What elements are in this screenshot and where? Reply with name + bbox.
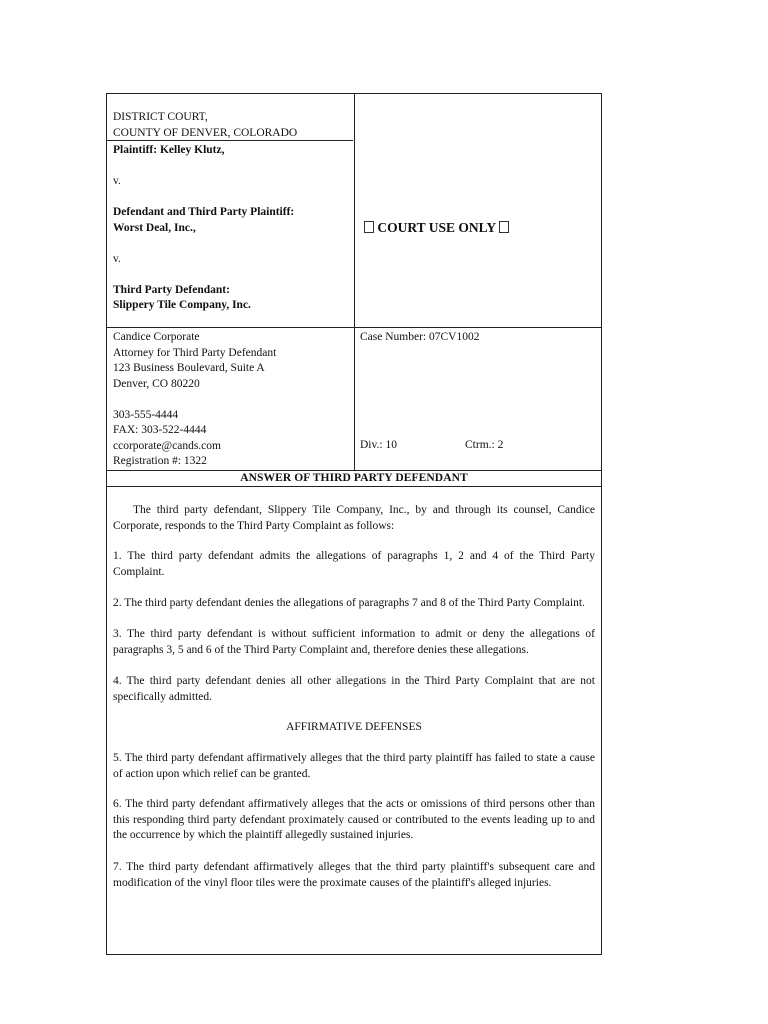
defendant-role: Defendant and Third Party Plaintiff:	[113, 206, 295, 218]
defense-5: 5. The third party defendant affirmatively alleges that the third party plaintiff has failed to state a cause of action upon which relief can be granted.	[113, 752, 595, 780]
versus-2: v.	[113, 252, 121, 265]
court-use-only-label: COURT USE ONLY	[377, 220, 496, 235]
attorney-address-2: Denver, CO 80220	[113, 377, 200, 390]
case-number: Case Number: 07CV1002	[360, 331, 480, 343]
title-rule-top	[107, 470, 601, 471]
defendant-name: Worst Deal, Inc.,	[113, 221, 196, 234]
attorney-registration: Registration #: 1322	[113, 455, 207, 467]
defense-7: 7. The third party defendant affirmatively alleges that the third party plaintiff's subsequent care and modification of the vinyl floor tiles were the proximate causes of the plaintiff's alleged injuries.	[113, 861, 595, 889]
defense-6: 6. The third party defendant affirmatively alleges that the acts or omissions of third persons other than this responding third party defendant proximately caused or contributed to the events leading up to and the occurrence by which the plaintiff allegedly sustained injuries.	[113, 798, 595, 841]
attorney-fax: FAX: 303-522-4444	[113, 424, 207, 436]
court-line-2: COUNTY OF DENVER, COLORADO	[113, 126, 298, 139]
attorney-email: ccorporate@cands.com	[113, 439, 221, 452]
plaintiff-line: Plaintiff: Kelley Klutz,	[113, 144, 225, 156]
intro-paragraph: The third party defendant, Slippery Tile Company, Inc., by and through its counsel, Candice Corporate, responds to the Third Party Complaint as follows:	[113, 504, 595, 532]
courtroom: Ctrm.: 2	[465, 439, 504, 451]
court-document	[106, 93, 602, 955]
checkbox-icon	[364, 221, 374, 233]
attorney-name: Candice Corporate	[113, 331, 200, 343]
parties-block	[113, 143, 294, 314]
attorney-address-1: 123 Business Boulevard, Suite A	[113, 362, 265, 374]
court-name	[113, 110, 297, 141]
third-party-name: Slippery Tile Company, Inc.	[113, 299, 251, 311]
division: Div.: 10	[360, 439, 397, 451]
caption-rule	[107, 327, 601, 328]
versus-1: v.	[113, 175, 121, 187]
checkbox-icon	[499, 221, 509, 233]
attorney-block	[113, 330, 276, 470]
affirmative-defenses-heading: AFFIRMATIVE DEFENSES	[286, 721, 422, 733]
paragraph-3: 3. The third party defendant is without sufficient information to admit or deny the allegations of paragraphs 3, 5 and 6 of the Third Party Complaint and, therefore denies these allegations.	[113, 628, 595, 656]
attorney-role: Attorney for Third Party Defendant	[113, 346, 277, 359]
third-party-role: Third Party Defendant:	[113, 283, 230, 296]
paragraph-4: 4. The third party defendant denies all other allegations in the Third Party Complaint that are not specifically admitted.	[113, 675, 595, 703]
attorney-phone: 303-555-4444	[113, 408, 179, 421]
title-rule-bottom	[107, 486, 601, 487]
caption-divider-vertical	[354, 94, 355, 470]
paragraph-1: 1. The third party defendant admits the allegations of paragraphs 1, 2 and 4 of the Third Party Complaint.	[113, 550, 595, 578]
court-use-only	[364, 220, 509, 236]
paragraph-2: 2. The third party defendant denies the allegations of paragraphs 7 and 8 of the Third Party Complaint.	[113, 597, 585, 609]
court-line-1: DISTRICT COURT,	[113, 111, 208, 123]
document-title: ANSWER OF THIRD PARTY DEFENDANT	[240, 472, 468, 484]
